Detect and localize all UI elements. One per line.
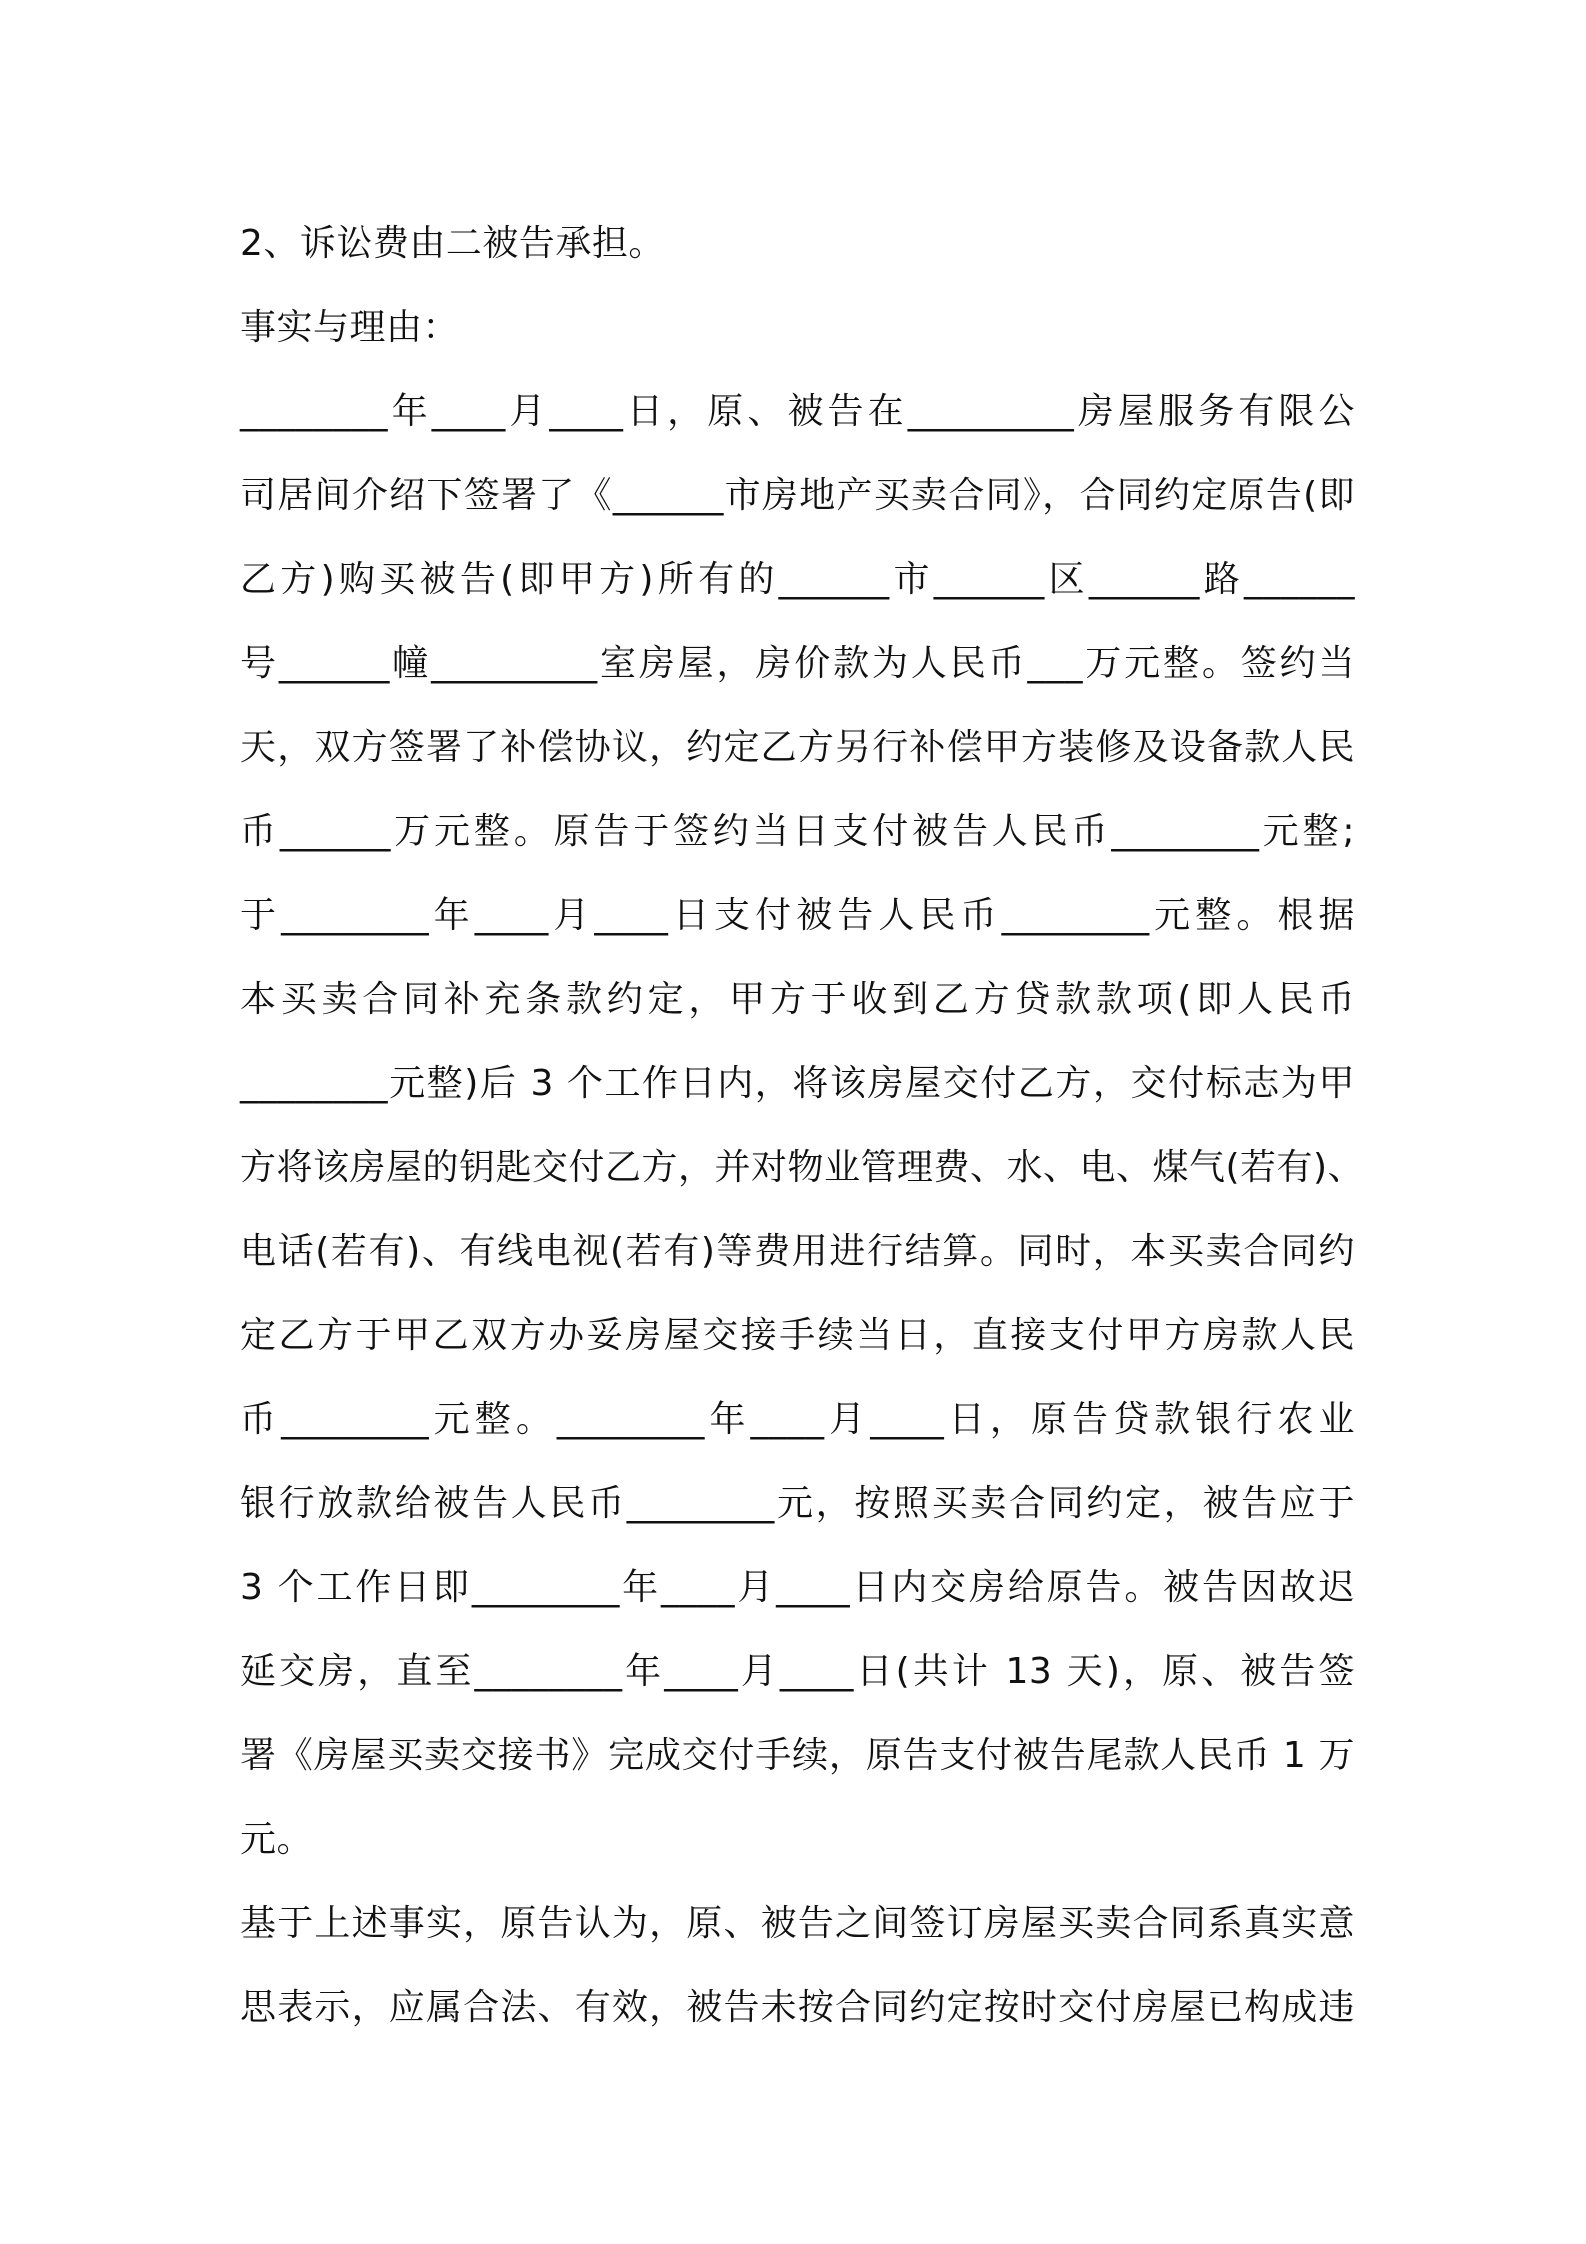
- text-line: 元。: [240, 1819, 314, 1860]
- text-line: 币______万元整。原告于签约当日支付被告人民币________元整;: [240, 811, 1355, 852]
- text-line: 司居间介绍下签署了《______市房地产买卖合同》，合同约定原告(即: [240, 475, 1355, 516]
- text-line: 乙方)购买被告(即甲方)所有的______市______区______路______: [240, 559, 1355, 600]
- text-line: 币________元整。________年____月____日，原告贷款银行农业: [240, 1399, 1355, 1440]
- text-line: 银行放款给被告人民币________元，按照买卖合同约定，被告应于: [240, 1483, 1355, 1524]
- text-line: ________元整)后 3 个工作日内，将该房屋交付乙方，交付标志为甲: [240, 1063, 1355, 1104]
- text-line: 电话(若有)、有线电视(若有)等费用进行结算。同时，本买卖合同约: [240, 1231, 1355, 1272]
- text-line: 3 个工作日即________年____月____日内交房给原告。被告因故迟: [240, 1567, 1355, 1608]
- text-line: 天，双方签署了补偿协议，约定乙方另行补偿甲方装修及设备款人民: [240, 727, 1355, 768]
- text-line-litigation-cost: 2、诉讼费由二被告承担。: [240, 223, 665, 264]
- text-line: 延交房，直至________年____月____日(共计 13 天)，原、被告签: [240, 1651, 1355, 1692]
- text-line: ________年____月____日，原、被告在_________房屋服务有限公: [240, 391, 1355, 432]
- text-line: 方将该房屋的钥匙交付乙方，并对物业管理费、水、电、煤气(若有)、: [240, 1147, 1365, 1188]
- document-body: [240, 202, 1365, 2050]
- text-line: 号______幢_________室房屋，房价款为人民币___万元整。签约当: [240, 643, 1355, 684]
- text-line: 定乙方于甲乙双方办妥房屋交接手续当日，直接支付甲方房款人民: [240, 1315, 1355, 1356]
- text-line: 署《房屋买卖交接书》完成交付手续，原告支付被告尾款人民币 1 万: [240, 1735, 1355, 1776]
- text-line: 思表示，应属合法、有效，被告未按合同约定按时交付房屋已构成违: [240, 1987, 1355, 2028]
- text-line-facts-heading: 事实与理由：: [240, 307, 460, 348]
- text-line: 基于上述事实，原告认为，原、被告之间签订房屋买卖合同系真实意: [240, 1903, 1355, 1944]
- text-line: 本买卖合同补充条款约定，甲方于收到乙方贷款款项(即人民币: [240, 979, 1355, 1020]
- text-line: 于________年____月____日支付被告人民币________元整。根据: [240, 895, 1355, 936]
